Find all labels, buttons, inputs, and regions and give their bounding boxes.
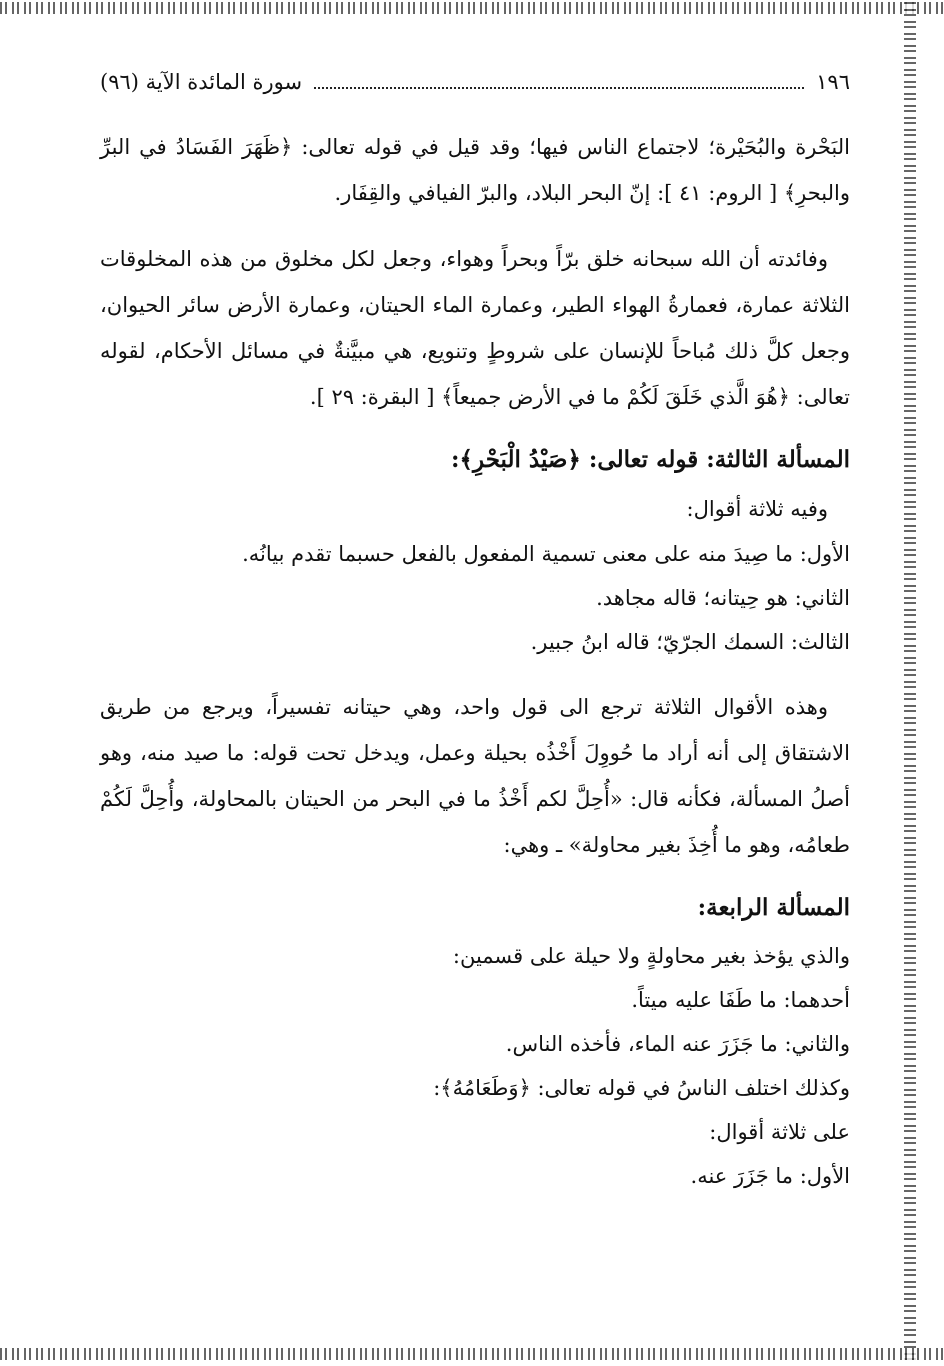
decorative-border-right	[904, 2, 916, 1360]
decorative-border-bottom	[0, 1348, 944, 1360]
page-content	[100, 62, 850, 1198]
intro-issue-4: والذي يؤخذ بغير محاولةٍ ولا حيلة على قسمين:	[452, 944, 850, 968]
running-head	[100, 62, 850, 102]
page-number: ١٩٦	[816, 70, 850, 94]
decorative-border-top	[0, 2, 944, 14]
opinion-1: الأول: ما صِيدَ منه على معنى تسمية المفعول بالفعل حسبما تقدم بيانُه.	[242, 542, 850, 566]
paragraph-2: وفائدته أن الله سبحانه خلق برّاً وبحراً وهواء، وجعل لكل مخلوق من هذه المخلوقات الثلاثة عمارة، فعمارةُ الهواء الطير، وعمارة الماء الحيتان، وعمارة الأرض سائر الحيوان، وجعل كلَّ ذلك مُباحاً للإنسان على شروطٍ وتنويع، هي مبيَّنةٌ في مسائل الأحكام، لقوله تعالى: ﴿هُوَ الَّذي خَلَقَ لَكُمْ ما في الأرض جميعاً﴾ [ البقرة: ٢٩ ].	[100, 247, 850, 409]
case-2: والثاني: ما جَزَرَ عنه الماء، فأخذه الناس.	[505, 1032, 850, 1056]
heading-issue-3: المسألة الثالثة: قوله تعالى: ﴿صَيْدُ الْبَحْرِ﴾:	[451, 446, 850, 473]
running-title: سورة المائدة الآية (٩٦)	[100, 70, 303, 94]
opinion-2: الثاني: هو حِيتانه؛ قاله مجاهد.	[596, 586, 850, 610]
intro-issue-3: وفيه ثلاثة أقوال:	[686, 497, 828, 521]
first-opinion-line: الأول: ما جَزَرَ عنه.	[690, 1164, 850, 1188]
paragraph-3: وهذه الأقوال الثلاثة ترجع الى قول واحد، وهي حيتانه تفسيراً، ويرجع من طريق الاشتقاق إلى أنه أراد ما حُووِلَ أَخْذُه بحيلة وعمل، ويدخل تحت قوله: ما صيد منه، وهو أصلُ المسألة، فكأنه قال: «أُحِلَّ لكم أَخْذُ ما في البحر من الحيتان بالمحاولة، وأُحِلَّ لَكُمْ طعامُه، وهو ما أُخِذَ بغير محاولة» ـ وهي:	[100, 695, 850, 857]
heading-issue-4: المسألة الرابعة:	[697, 894, 850, 921]
case-1: أحدهما: ما طَفَا عليه ميتاً.	[631, 988, 850, 1012]
disagreement-line: وكذلك اختلف الناسُ في قوله تعالى: ﴿وَطَعَامُهُ﴾:	[433, 1076, 850, 1100]
paragraph-1: البَحْرة والبُحَيْرة؛ لاجتماع الناس فيها؛ وقد قيل في قوله تعالى: ﴿ظَهَرَ الفَسَادُ في البرِّ والبحرِ﴾ [ الروم: ٤١ ]: إنّ البحر البلاد، والبرّ الفيافي والقِفَار.	[100, 135, 850, 205]
leader-dots	[314, 75, 804, 89]
three-opinions-line: على ثلاثة أقوال:	[709, 1120, 850, 1144]
opinion-3: الثالث: السمك الجرّيّ؛ قاله ابنُ جبير.	[530, 630, 850, 654]
